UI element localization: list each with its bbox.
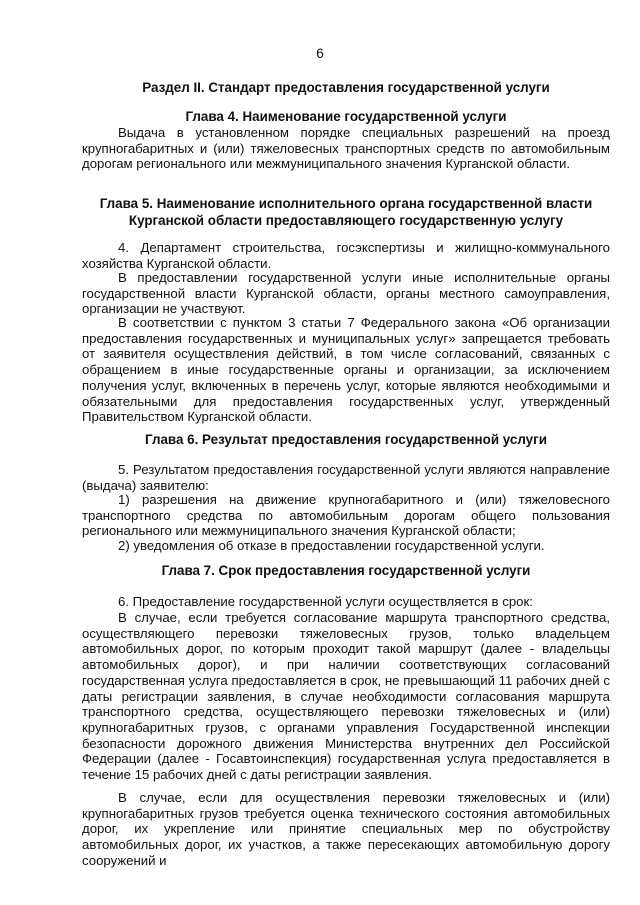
- page-number: 6: [316, 46, 324, 61]
- chapter6-paragraph-1: 5. Результатом предоставления государственной услуги являются направление (выдача) заявителю:: [82, 462, 610, 493]
- chapter6-paragraph-3: 2) уведомления об отказе в предоставлении государственной услуги.: [118, 538, 545, 553]
- chapter5-paragraph-1: 4. Департамент строительства, госэкспертизы и жилищно-коммунального хозяйства Курганской области.: [82, 240, 610, 271]
- chapter4-text: Выдача в установленном порядке специальных разрешений на проезд крупногабаритных и (или) тяжеловесных транспортных средств по автомобильным дорогам регионального или межмуниципального значения Курганской области.: [82, 125, 610, 172]
- chapter5-title-line2: Курганской области предоставляющего государственную услугу: [128, 212, 564, 228]
- chapter5-title-line1: Глава 5. Наименование исполнительного органа государственной власти: [99, 196, 593, 211]
- chapter5-title: [82, 196, 610, 229]
- chapter5-paragraph-3: В соответствии с пунктом 3 статьи 7 Федерального закона «Об организации предоставления государственных и муниципальных услуг» запрещается требовать от заявителя осуществления действий, в том числе согласований, связанных с обращением в иные государственные органы и организации, за исключением получения услуг, включенных в перечень услуг, которые являются необходимыми и обязательными для предоставления государственных услуг, утвержденный Правительством Курганской области.: [82, 315, 610, 425]
- section-title: Раздел II. Стандарт предоставления государственной услуги: [142, 80, 550, 95]
- chapter7-title: Глава 7. Срок предоставления государственной услуги: [161, 563, 531, 578]
- chapter7-paragraph-2: В случае, если требуется согласование маршрута транспортного средства, осуществляющего перевозки тяжеловесных грузов, только владельцем автомобильных дорог, по которым проходит такой маршрут (далее - владельцы автомобильных дорог), и при наличии соответствующих согласований государственная услуга предоставляется в срок, не превышающий 11 рабочих дней с даты регистрации заявления, в случае необходимости согласования маршрута транспортного средства, осуществляющего перевозки тяжеловесных и (или) крупногабаритных грузов, с органами управления Государственной инспекции безопасности дорожного движения Министерства внутренних дел Российской Федерации (далее - Госавтоинспекция) государственная услуга предоставляется в течение 15 рабочих дней с даты регистрации заявления.: [82, 610, 610, 783]
- chapter5-paragraph-2: В предоставлении государственной услуги иные исполнительные органы государственной власти Курганской области, органы местного самоуправления, организации не участвуют.: [82, 270, 610, 317]
- chapter7-paragraph-3: В случае, если для осуществления перевозки тяжеловесных и (или) крупногабаритных грузов требуется оценка технического состояния автомобильных дорог, их укрепление или принятие специальных мер по обустройству автомобильных дорог, их участков, а также пересекающих автомобильную дорогу сооружений и: [82, 790, 610, 868]
- chapter6-paragraph-2: 1) разрешения на движение крупногабаритного и (или) тяжеловесного транспортного средства по автомобильным дорогам общего пользования регионального или межмуниципального значения Курганской области;: [82, 492, 610, 539]
- chapter7-paragraph-1: 6. Предоставление государственной услуги осуществляется в срок:: [118, 594, 533, 609]
- chapter4-title: Глава 4. Наименование государственной услуги: [185, 109, 507, 124]
- chapter6-title: Глава 6. Результат предоставления государственной услуги: [145, 432, 547, 447]
